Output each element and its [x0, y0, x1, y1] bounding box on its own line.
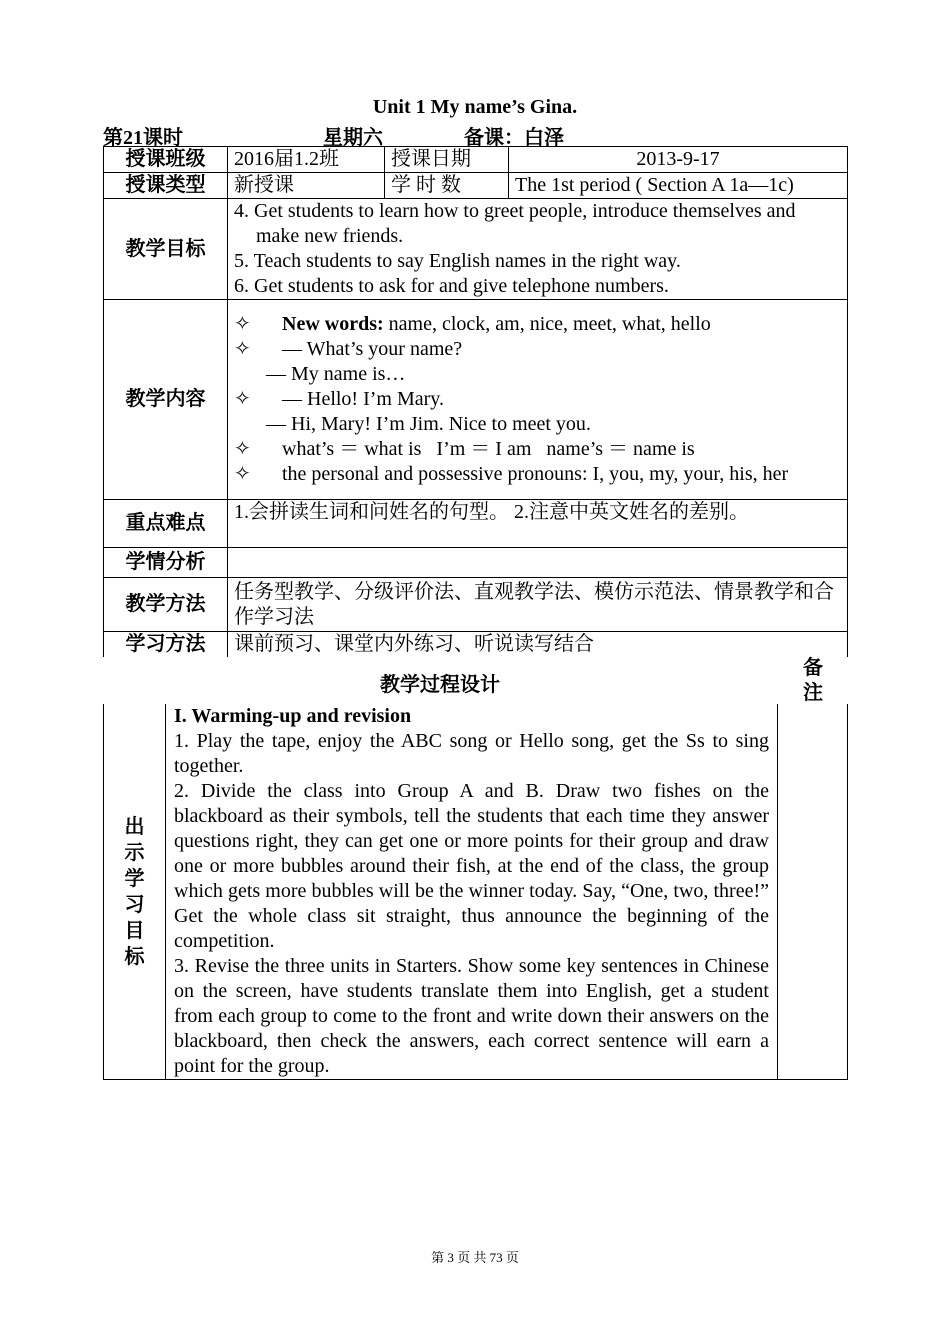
dialogue-line: — What’s your name? — [282, 338, 463, 360]
process-title: 教学过程设计 — [380, 674, 500, 696]
content-label: 教学内容 — [104, 300, 228, 500]
process-step: 1. Play the tape, enjoy the ABC song or Hello song, get the Ss to sing together. — [174, 730, 769, 777]
goals-cell — [228, 199, 848, 300]
star-bullet-icon: ✧ — [234, 338, 251, 360]
page-footer: 第 3 页 共 73 页 — [431, 1250, 519, 1265]
goals-label: 教学目标 — [104, 199, 228, 300]
process-step: 3. Revise the three units in Starters. Show some key sentences in Chinese on the screen, have students translate them into English, get a student from each group to come to the front and write down their answers on the blackboard, then check the answers, each correct sentence will earn a point for the group. — [174, 955, 769, 1077]
process-step: 2. Divide the class into Group A and B. Draw two fishes on the blackboard as their symbols, tell the students that each time they answer questions right, they can get one or more points for their group and draw one or more bubbles around their fish, at the end of the class, the group which gets more bubbles will be the winner today. Say, “One, two, three!” Get the whole class sit straight, thus announce the beginning of the competition. — [174, 780, 769, 952]
key-points-value: 1.会拼读生词和问姓名的句型。 2.注意中英文姓名的差别。 — [228, 500, 848, 548]
star-bullet-icon: ✧ — [234, 438, 251, 460]
lesson-number: 第21课时 — [103, 127, 183, 149]
dialogue-line: — Hi, Mary! I’m Jim. Nice to meet you. — [266, 413, 591, 435]
star-bullet-icon: ✧ — [234, 463, 251, 485]
process-side-label: 出示学习目标 — [104, 704, 166, 1080]
goal-item: 4. Get students to learn how to greet people, introduce themselves and make new friends. — [234, 200, 796, 247]
weekday: 星期六 — [323, 127, 383, 149]
method-value: 任务型教学、分级评价法、直观教学法、模仿示范法、情景教学和合作学习法 — [228, 578, 848, 632]
dialogue-line: — My name is… — [266, 363, 406, 385]
dialogue-line: — Hello! I’m Mary. — [282, 388, 444, 410]
periods-value: The 1st period ( Section A 1a—1c) — [509, 173, 848, 199]
date-label: 授课日期 — [385, 147, 509, 173]
type-value: 新授课 — [228, 173, 385, 199]
class-value: 2016届1.2班 — [228, 147, 385, 173]
goal-item: 6. Get students to ask for and give telephone numbers. — [234, 275, 669, 297]
study-method-value: 课前预习、课堂内外练习、听说读写结合 — [228, 632, 848, 658]
study-method-label: 学习方法 — [104, 632, 228, 658]
periods-label: 学 时 数 — [385, 173, 509, 199]
process-heading: I. Warming-up and revision — [174, 705, 412, 727]
lesson-info-table — [103, 146, 848, 657]
preparer: 备课：白泽 — [464, 127, 564, 149]
contractions-line: what’s ＝ what is I’m ＝ I am name’s ＝ name is — [282, 438, 695, 460]
goal-item: 5. Teach students to say English names in the right way. — [234, 250, 681, 272]
date-value: 2013-9-17 — [509, 147, 848, 173]
analysis-label: 学情分析 — [104, 548, 228, 578]
content-cell — [228, 300, 848, 500]
star-bullet-icon: ✧ — [234, 388, 251, 410]
star-bullet-icon: ✧ — [234, 313, 251, 335]
new-words-label: New words: — [282, 313, 384, 335]
analysis-value — [228, 548, 848, 578]
process-body — [166, 704, 778, 1080]
remark-header: 备注 — [803, 657, 823, 704]
class-label: 授课班级 — [104, 147, 228, 173]
method-label: 教学方法 — [104, 578, 228, 632]
new-words: name, clock, am, nice, meet, what, hello — [383, 313, 711, 335]
remark-cell — [778, 704, 848, 1080]
document-title: Unit 1 My name’s Gina. — [372, 96, 578, 118]
type-label: 授课类型 — [104, 173, 228, 199]
process-table — [103, 704, 848, 1080]
pronouns-line: the personal and possessive pronouns: I, you, my, your, his, her — [282, 463, 789, 485]
key-points-label: 重点难点 — [104, 500, 228, 548]
